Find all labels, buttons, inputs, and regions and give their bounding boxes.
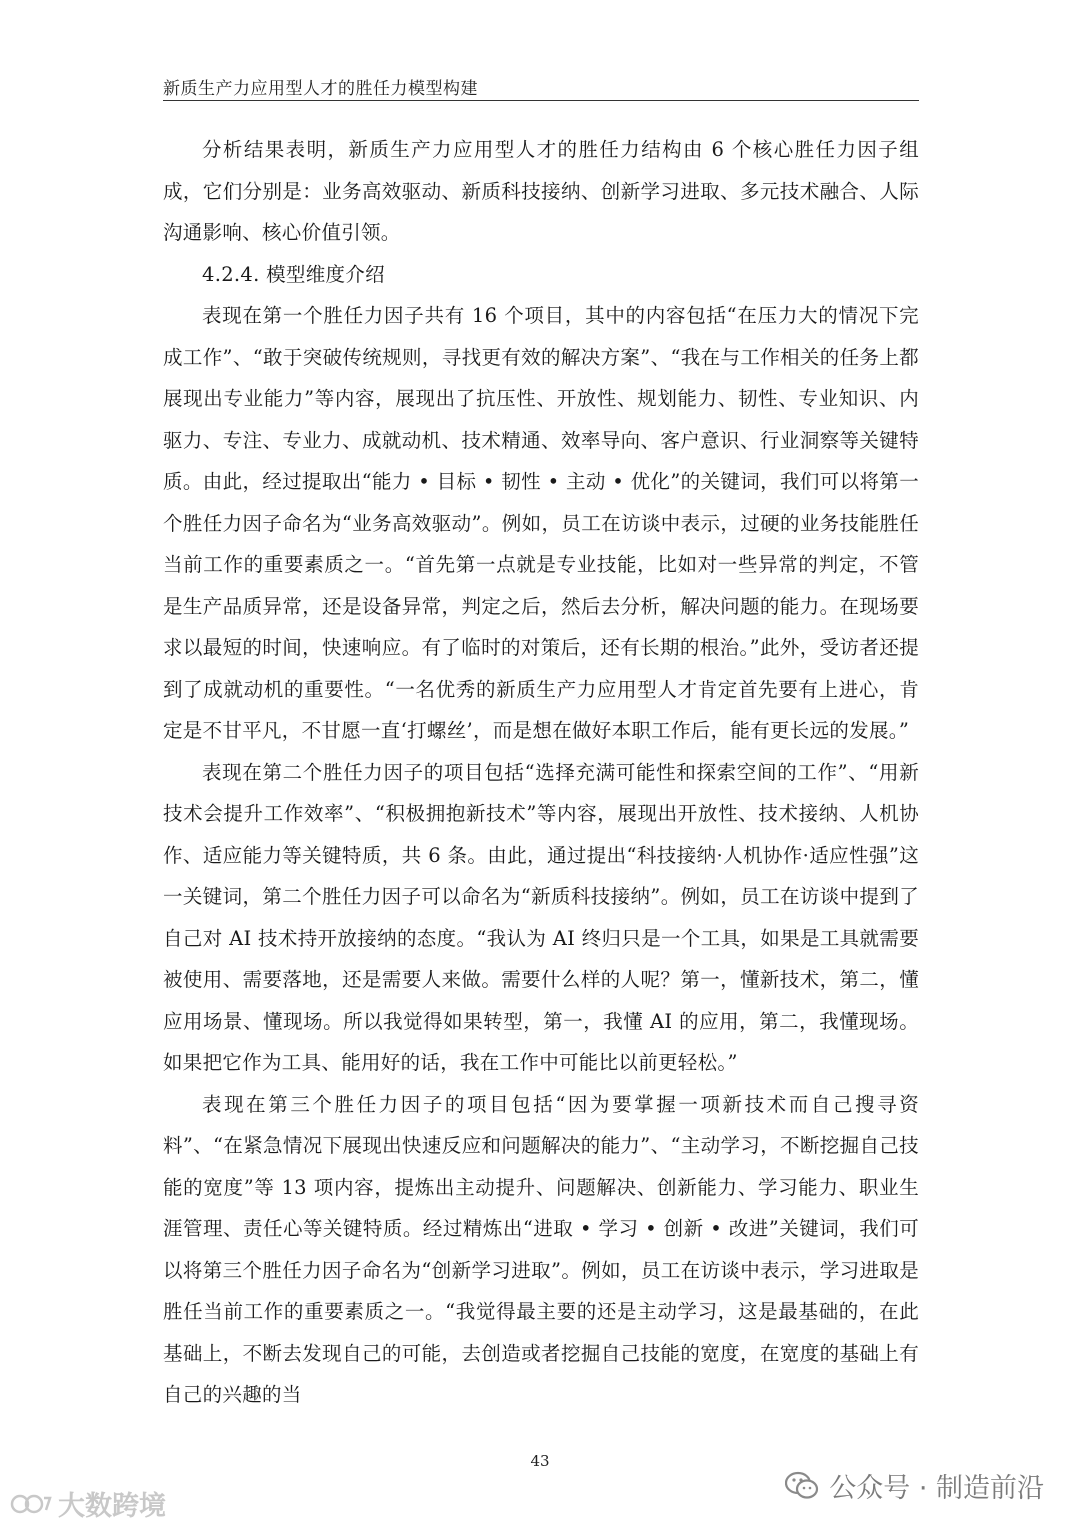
page-number: 43 — [530, 1452, 550, 1470]
page-body — [163, 129, 919, 1416]
wechat-watermark — [785, 1466, 1044, 1505]
section-heading: 4.2.4. 模型维度介绍 — [202, 262, 385, 286]
header-divider — [163, 100, 919, 101]
logo-icon — [10, 1490, 54, 1518]
paragraph-factor-3: 表现在第三个胜任力因子的项目包括“因为要掌握一项新技术而自己搜寻资料”、“在紧急情况下展现出快速反应和问题解决的能力”、“主动学习，不断挖掘自己技能的宽度”等 13 项内容，提炼出主动提升、问题解决、创新能力、学习能力、职业生涯管理、责任心等关键特质。经过精炼出“进取 • 学习 • 创新 • 改进”关键词，我们可以将第三个胜任力因子命名为“创新学习进取”。例如，员工在访谈中表示，学习进取是胜任当前工作的重要素质之一。“我觉得最主要的还是主动学习，这是最基础的，在此基础上，不断去发现自己的可能，去创造或者挖掘自己技能的宽度，在宽度的基础上有自己的兴趣的当 — [163, 1092, 919, 1406]
paragraph-factor-1: 表现在第一个胜任力因子共有 16 个项目，其中的内容包括“在压力大的情况下完成工作”、“敢于突破传统规则，寻找更有效的解决方案”、“我在与工作相关的任务上都展现出专业能力”等内容，展现出了抗压性、开放性、规划能力、韧性、专业知识、内驱力、专注、专业力、成就动机、技术精通、效率导向、客户意识、行业洞察等关键特质。由此，经过提取出“能力 • 目标 • 韧性 • 主动 • 优化”的关键词，我们可以将第一个胜任力因子命名为“业务高效驱动”。例如，员工在访谈中表示，过硬的业务技能胜任当前工作的重要素质之一。“首先第一点就是专业技能，比如对一些异常的判定，不管是生产品质异常，还是设备异常，判定之后，然后去分析，解决问题的能力。在现场要求以最短的时间，快速响应。有了临时的对策后，还有长期的根治。”此外，受访者还提到了成就动机的重要性。“一名优秀的新质生产力应用型人才肯定首先要有上进心，肯定是不甘平凡，不甘愿一直‘打螺丝’，而是想在做好本职工作后，能有更长远的发展。” — [163, 304, 919, 742]
logo-watermark-text: 大数跨境 — [58, 1491, 166, 1522]
paragraph-factor-2: 表现在第二个胜任力因子的项目包括“选择充满可能性和探索空间的工作”、“用新技术会提升工作效率”、“积极拥抱新技术”等内容，展现出开放性、技术接纳、人机协作、适应能力等关键特质，共 6 条。由此，通过提出“科技接纳·人机协作·适应性强”这一关键词，第二个胜任力因子可以命名为“新质科技接纳”。例如，员工在访谈中提到了自己对 AI 技术持开放接纳的态度。“我认为 AI 终归只是一个工具，如果是工具就需要被使用、需要落地，还是需要人来做。需要什么样的人呢？第一，懂新技术，第二，懂应用场景、懂现场。所以我觉得如果转型，第一，我懂 AI 的应用，第二，我懂现场。如果把它作为工具、能用好的话，我在工作中可能比以前更轻松。” — [163, 760, 919, 1074]
running-header: 新质生产力应用型人才的胜任力模型构建 — [163, 79, 478, 99]
wechat-watermark-text: 公众号 · 制造前沿 — [829, 1473, 1044, 1504]
logo-watermark — [10, 1484, 166, 1523]
paragraph-summary: 分析结果表明，新质生产力应用型人才的胜任力结构由 6 个核心胜任力因子组成，它们分别是：业务高效驱动、新质科技接纳、创新学习进取、多元技术融合、人际沟通影响、核心价值引领。 — [163, 138, 919, 244]
wechat-icon — [785, 1471, 819, 1501]
